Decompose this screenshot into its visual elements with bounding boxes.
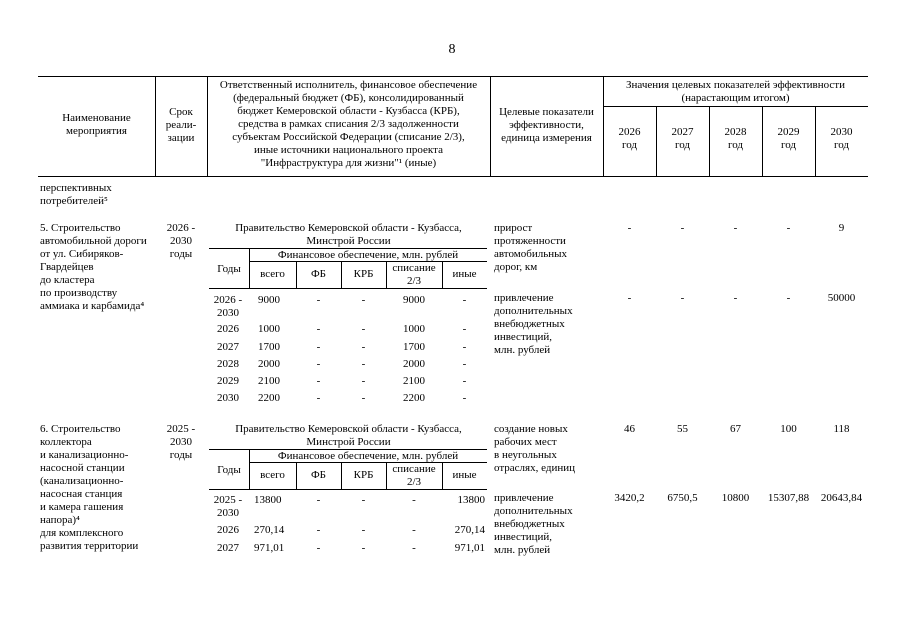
fin-other: 13800 [457,494,485,506]
fin-col-writeoff: списание 2/3 [392,463,436,488]
indicator-value: 15307,88 [767,492,810,504]
fin-col-other: иные [452,268,477,280]
fin-writeoff: - [412,494,416,506]
continuation-text: перспективных потребителей⁵ [40,182,112,207]
fin-years-label: Годы [217,263,241,275]
fin-krb: - [361,341,366,353]
fin-total: 270,14 [254,524,285,536]
fin-col-krb: КРБ [353,268,374,280]
fin-other: 270,14 [454,524,485,536]
fin-total: 2200 [258,392,280,404]
header-term: Срок реали- зации [165,106,197,144]
indicator-value: 20643,84 [820,492,863,504]
indicator-value: - [627,292,632,304]
header-year-2028: 2028 год [724,126,747,151]
indicator-value: - [733,292,738,304]
fin-years-label: Годы [217,464,241,476]
row6-indicator-1: создание новых рабочих мест в неугольных отраслях, единиц [494,423,575,474]
indicator-value: - [786,222,791,234]
header-year-2026: 2026 год [618,126,641,151]
indicator-value: 9 [838,222,845,234]
fin-col-total: всего [260,469,285,481]
fin-year: 2026 [217,524,239,536]
row5-name: 5. Строительство автомобильной дороги от ул. Сибиряков- Гвардейцев до кластера по производству аммиака и карбамида⁴ [40,222,147,312]
header-name: Наименование мероприятия [62,112,131,137]
header-responsible: Ответственный исполнитель, финансовое обеспечение (федеральный бюджет (ФБ), консолидированный бюджет Кемеровской области - Кузбасса (КРБ), средства в рамках списания 2/3 задолженности субъектам Российской Федерации (списание 2/3), иные источники национального проекта "Инфраструктура для жизни"¹ (иные) [219,79,478,169]
fin-other: - [462,358,467,370]
fin-other: - [462,392,467,404]
row5-indicator-1: прирост протяженности автомобильных дорог, км [494,222,567,273]
fin-year: 2028 [217,358,239,370]
fin-total: 2000 [258,358,280,370]
indicator-value: 10800 [721,492,750,504]
fin-other: - [462,323,467,335]
fin-krb: - [361,494,366,506]
fin-total: 1000 [258,323,280,335]
fin-krb: - [361,294,366,306]
row6-name: 6. Строительство коллектора и канализационно- насосной станции (канализационно- насосная станция и камера гашения напора)⁴ для комплексного развития территории [40,423,139,552]
fin-year: 2025 - 2030 [213,494,243,519]
fin-fb: - [316,323,321,335]
indicator-value: 50000 [827,292,856,304]
fin-year: 2026 [217,323,239,335]
row6-indicator-2: привлечение дополнительных внебюджетных инвестиций, млн. рублей [494,492,573,556]
fin-other: - [462,375,467,387]
fin-col-krb: КРБ [353,469,374,481]
indicator-value: - [627,222,632,234]
row6-executor: Правительство Кемеровской области - Кузбасса, Минстрой России [235,423,462,448]
fin-col-other: иные [452,469,477,481]
fin-other: 971,01 [454,542,485,554]
fin-writeoff: 2000 [403,358,425,370]
fin-fb: - [316,358,321,370]
row5-indicator-2: привлечение дополнительных внебюджетных инвестиций, млн. рублей [494,292,573,356]
header-bottom-rule [38,176,868,177]
header-year-2029: 2029 год [777,126,800,151]
fin-col-total: всего [260,268,285,280]
fin-rule [209,288,487,289]
fin-year: 2030 [217,392,239,404]
fin-fb: - [316,542,321,554]
fin-writeoff: 1000 [403,323,425,335]
fin-fb: - [316,294,321,306]
fin-year: 2027 [217,341,239,353]
fin-writeoff: - [412,524,416,536]
fin-fb: - [316,494,321,506]
fin-total: 9000 [258,294,280,306]
fin-writeoff: - [412,542,416,554]
header-year-2027: 2027 год [671,126,694,151]
indicator-value: - [786,292,791,304]
fin-writeoff: 1700 [403,341,425,353]
fin-krb: - [361,375,366,387]
fin-writeoff: 2100 [403,375,425,387]
header-year-2030: 2030 год [830,126,853,151]
values-subheader-rule [603,106,868,107]
fin-total: 13800 [254,494,282,506]
fin-fb: - [316,524,321,536]
fin-total: 1700 [258,341,280,353]
fin-fb: - [316,392,321,404]
fin-header: Финансовое обеспечение, млн. рублей [277,249,459,261]
fin-other: - [462,341,467,353]
fin-writeoff: 9000 [403,294,425,306]
fin-krb: - [361,392,366,404]
fin-fb: - [316,341,321,353]
page-number: 8 [448,42,456,57]
fin-year: 2029 [217,375,239,387]
fin-year: 2027 [217,542,239,554]
fin-krb: - [361,358,366,370]
header-values-title: Значения целевых показателей эффективности (нарастающим итогом) [626,79,845,104]
fin-krb: - [361,542,366,554]
indicator-value: 6750,5 [667,492,698,504]
fin-rule [209,489,487,490]
fin-year: 2026 - 2030 [213,294,243,319]
fin-krb: - [361,323,366,335]
fin-col-writeoff: списание 2/3 [392,262,436,287]
indicator-value: - [680,292,685,304]
header-top-rule [38,76,868,77]
fin-total: 971,01 [254,542,285,554]
indicator-value: 3420,2 [614,492,645,504]
indicator-value: - [680,222,685,234]
header-targets: Целевые показатели эффективности, единица измерения [499,106,594,144]
fin-fb: - [316,375,321,387]
indicator-value: 46 [624,423,635,435]
fin-col-fb: ФБ [310,268,326,280]
row5-term: 2026 - 2030 годы [166,222,196,260]
row5-executor: Правительство Кемеровской области - Кузбасса, Минстрой России [235,222,462,247]
indicator-value: 100 [780,423,797,435]
row6-term: 2025 - 2030 годы [166,423,196,461]
fin-other: - [462,294,467,306]
fin-krb: - [361,524,366,536]
indicator-value: 55 [677,423,688,435]
fin-writeoff: 2200 [403,392,425,404]
fin-header: Финансовое обеспечение, млн. рублей [277,450,459,462]
fin-total: 2100 [258,375,280,387]
indicator-value: 118 [833,423,850,435]
indicator-value: 67 [730,423,741,435]
indicator-value: - [733,222,738,234]
fin-col-fb: ФБ [310,469,326,481]
